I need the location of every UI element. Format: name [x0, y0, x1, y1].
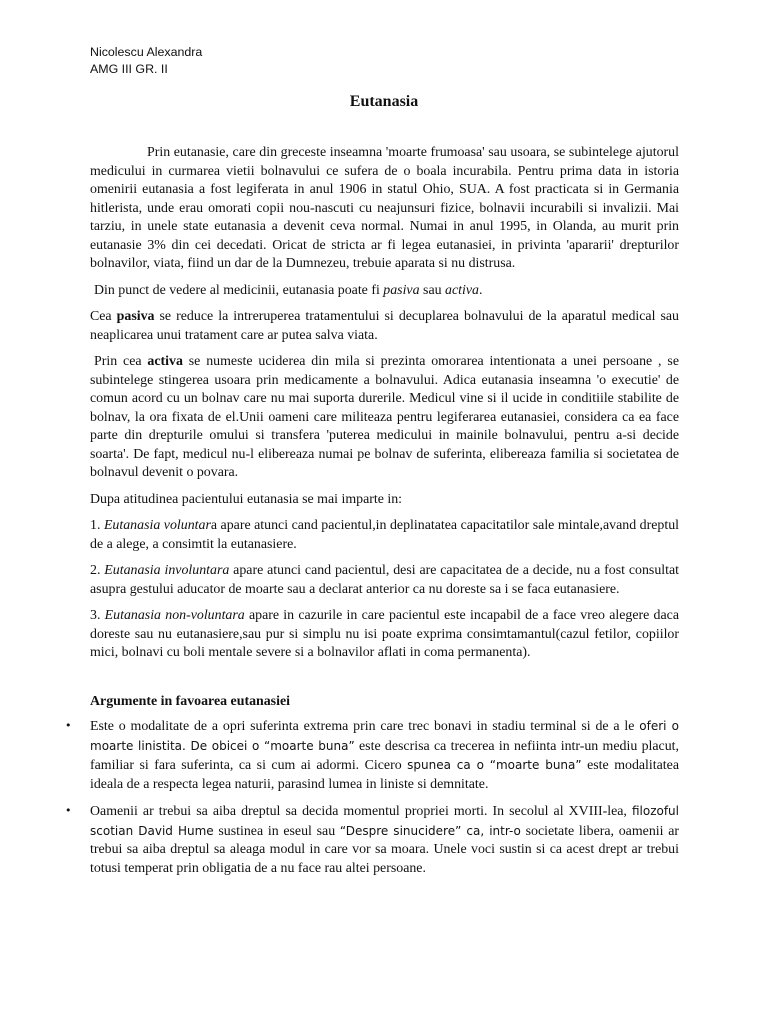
intro-paragraph: Prin eutanasie, care din greceste inseamna 'moarte frumoasa' sau usoara, se subintelege ajutorul medicului in curmarea vietii bolnavului ce sufera de o boala incurabila. Pentru prima data in istoria omenirii eutanasia a fost legiferata in anul 1906 in statul Ohio, SUA. A fost practicata si in Germania hitlerista, unde erau omorati copii nou-nascuti cu neajunsuri fizice, bolnavii incurabili si invalizii. Mai tarziu, in unele state eutanasia a devenit ceva normal. Numai in anul 1995, in Olanda, au murit prin eutanasie 3% din cei decedati. Oricat de stricta ar fi legea eutanasiei, in privinta 'apararii' drepturilor bolnavilor, viata, fiind un dar de la Dumnezeu, trebuie aparata si nu distrusa.	[90, 145, 679, 271]
document-title: Eutanasia	[349, 93, 419, 110]
classification-term: Eutanasia voluntar	[103, 518, 211, 533]
term-pasiva: pasiva	[383, 282, 420, 298]
argument-item: • Este o modalitate de a opri suferinta extrema prin care trec bonavi in stadiu terminal si de a le oferi o moarte linistita. De obicei o “moarte buna” este descrisa ca trecerea in nefiinta intr-un mediu placut, familiar si fara suferinta, ca si cum ai adormi. Cicero spunea ca o “moarte buna” este modalitatea ideala de a respecta legea naturii, parasind lumea in liniste si demnitate.	[65, 719, 679, 792]
activa-term: activa	[147, 354, 183, 369]
arguments-heading: Argumente in favoarea eutanasiei	[90, 693, 290, 709]
class-group: AMG III GR. II	[90, 62, 168, 76]
classification-term: Eutanasia involuntara	[104, 563, 230, 578]
classification-item-1: 1. Eutanasia voluntara apare atunci cand pacientul,in deplinatatea capacitatilor sale mintale,avand dreptul de a alege, a consimtit la eutanasiere.	[90, 518, 679, 552]
types-intro-paragraph: Din punct de vedere al medicinii, eutanasia poate fi pasiva sau activa.	[94, 282, 483, 298]
bullet-icon: •	[65, 804, 72, 817]
activa-paragraph: Prin cea activa se numeste uciderea din mila si prezinta omorarea intentionata a unei persoane , se subintelege stingerea usoara prin medicamente a bolnavului. Adica eutanasia inseamna 'o executie' de comun acord cu un bolnav care nu mai suporta durerile. Medicul vine si il ucide in conditiile stabilite de bolnav, la ora fixata de el.Unii oameni care militeaza pentru legiferarea eutanasiei, considera ca ea face parte din drepturile omului si transfera 'puterea medicului in mainile bolnavului, pentru a-si decide soarta'. De fapt, medicul nu-l elibereaza numai pe bolnav de suferinta, elibereaza familia si societatea de bolnavul devenit o povara.	[90, 354, 679, 480]
bullet-icon: •	[65, 719, 72, 732]
classification-term: Eutanasia non-voluntara	[104, 608, 245, 623]
classification-item-2: 2. Eutanasia involuntara apare atunci cand pacientul, desi are capacitatea de a decide, nu a fost consultat asupra gestului aducator de moarte sau a declarat anterior ca nu doreste sa i se faca eutanasiere.	[90, 563, 680, 597]
arguments-list	[65, 717, 679, 878]
spacer	[90, 671, 679, 693]
classification-item-3: 3. Eutanasia non-voluntara apare in cazurile in care pacientul este incapabil de a face vreo alegere daca doreste sau nu eutanasiere,sau pur si simplu nu isi poate exprima consimtamantul(cazul fetilor, copiilor mici, bolnavi cu boli mentale severe si a bolnavilor aflati in coma permanenta).	[90, 608, 679, 660]
argument-item: • Oamenii ar trebui sa aiba dreptul sa decida momentul propriei morti. In secolul al XVIII-lea, filozoful scotian David Hume sustinea in eseul sau “Despre sinucidere” ca, intr-o societate libera, oamenii ar trebui sa aiba dreptul sa aleaga modul in care vor sa moara. Unele voci sustin si ca acest drept ar trebui totusi temperat prin obligatia de a nu face rau altei persoane.	[65, 804, 679, 876]
pasiva-paragraph: Cea pasiva se reduce la intreruperea tratamentului si decuplarea bolnavului de la aparatul medical sau neaplicarea unui tratament care ar putea salva viata.	[90, 309, 680, 343]
classification-intro: Dupa atitudinea pacientului eutanasia se mai imparte in:	[90, 491, 403, 507]
term-activa: activa	[445, 282, 479, 298]
document-body	[65, 144, 680, 886]
document-header	[90, 44, 202, 78]
pasiva-term: pasiva	[116, 309, 155, 324]
author-name: Nicolescu Alexandra	[90, 45, 203, 59]
